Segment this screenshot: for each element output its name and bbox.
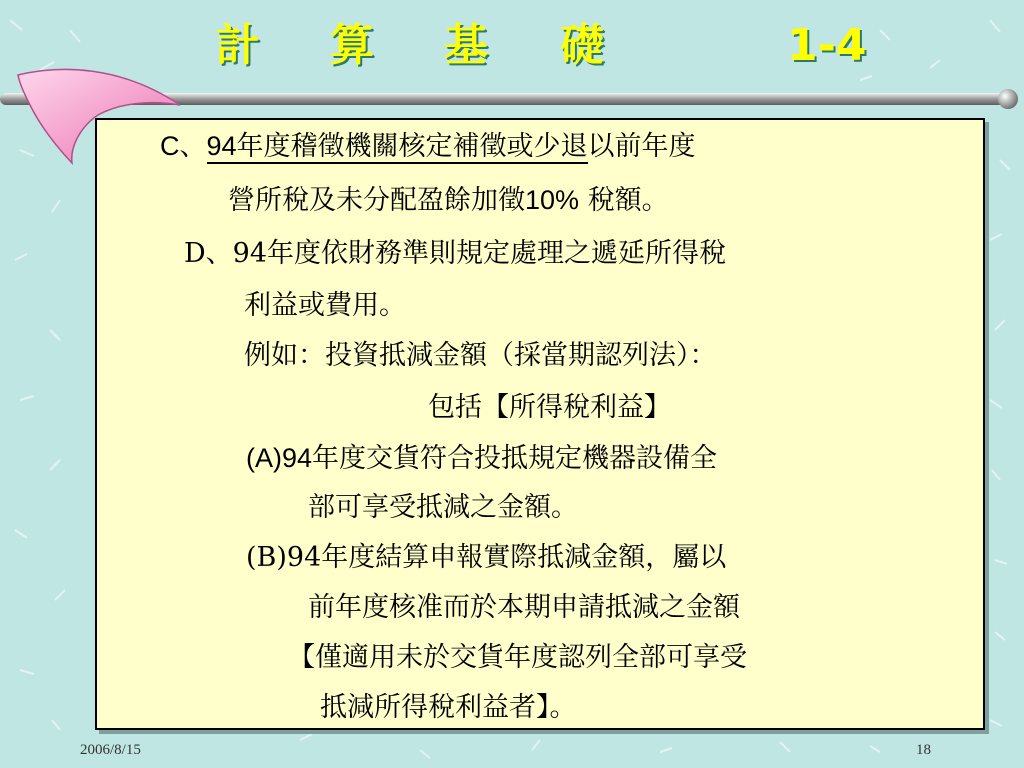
item-b-line-1: (B)94年度結算申報實際抵減金額，屬以 <box>246 542 727 573</box>
item-c-line-2-text: 營所稅及未分配盈餘加徵 <box>228 185 525 216</box>
item-c-underlined-text: 年度稽徵機關核定補徵或少退 <box>236 131 588 162</box>
footer-date: 2006/8/15 <box>80 742 141 758</box>
title-char-4: 礎 <box>560 20 604 71</box>
item-a-prefix: (A)94 <box>246 443 313 473</box>
item-c-line-2-end: 稅額。 <box>579 185 669 216</box>
item-c-number: 94 <box>206 131 237 161</box>
example-line-1: 例如：投資抵減金額（採當期認列法）： <box>244 340 717 371</box>
item-c-rest: 以前年度 <box>587 131 696 162</box>
item-a-line-1-text: 年度交貨符合投抵規定機器設備全 <box>312 443 718 474</box>
title-char-1: 計 <box>216 20 260 71</box>
title-number: 1-4 <box>787 20 867 71</box>
item-c-line-2 <box>228 182 669 219</box>
title-char-2: 算 <box>330 20 374 71</box>
item-b-line-4: 抵減所得稅利益者】。 <box>320 692 577 723</box>
item-a-line-2: 部可享受抵減之金額。 <box>308 492 578 523</box>
item-b-line-2: 前年度核准而於本期申請抵減之金額 <box>308 592 740 623</box>
example-line-2: 包括【所得稅利益】 <box>428 392 671 423</box>
item-a-line-1 <box>246 440 717 477</box>
item-c-line-1 <box>160 128 696 165</box>
item-b-line-3: 【僅適用未於交貨年度認列全部可享受 <box>288 642 747 673</box>
item-c-prefix: C、 <box>160 131 207 161</box>
title-char-3: 基 <box>444 20 488 71</box>
item-d-line-2: 利益或費用。 <box>244 290 406 321</box>
item-d-line-1: D、94年度依財務準則規定處理之遞延所得稅 <box>184 238 727 269</box>
footer-page-number: 18 <box>916 742 931 758</box>
item-c-percent: 10% <box>525 185 580 215</box>
